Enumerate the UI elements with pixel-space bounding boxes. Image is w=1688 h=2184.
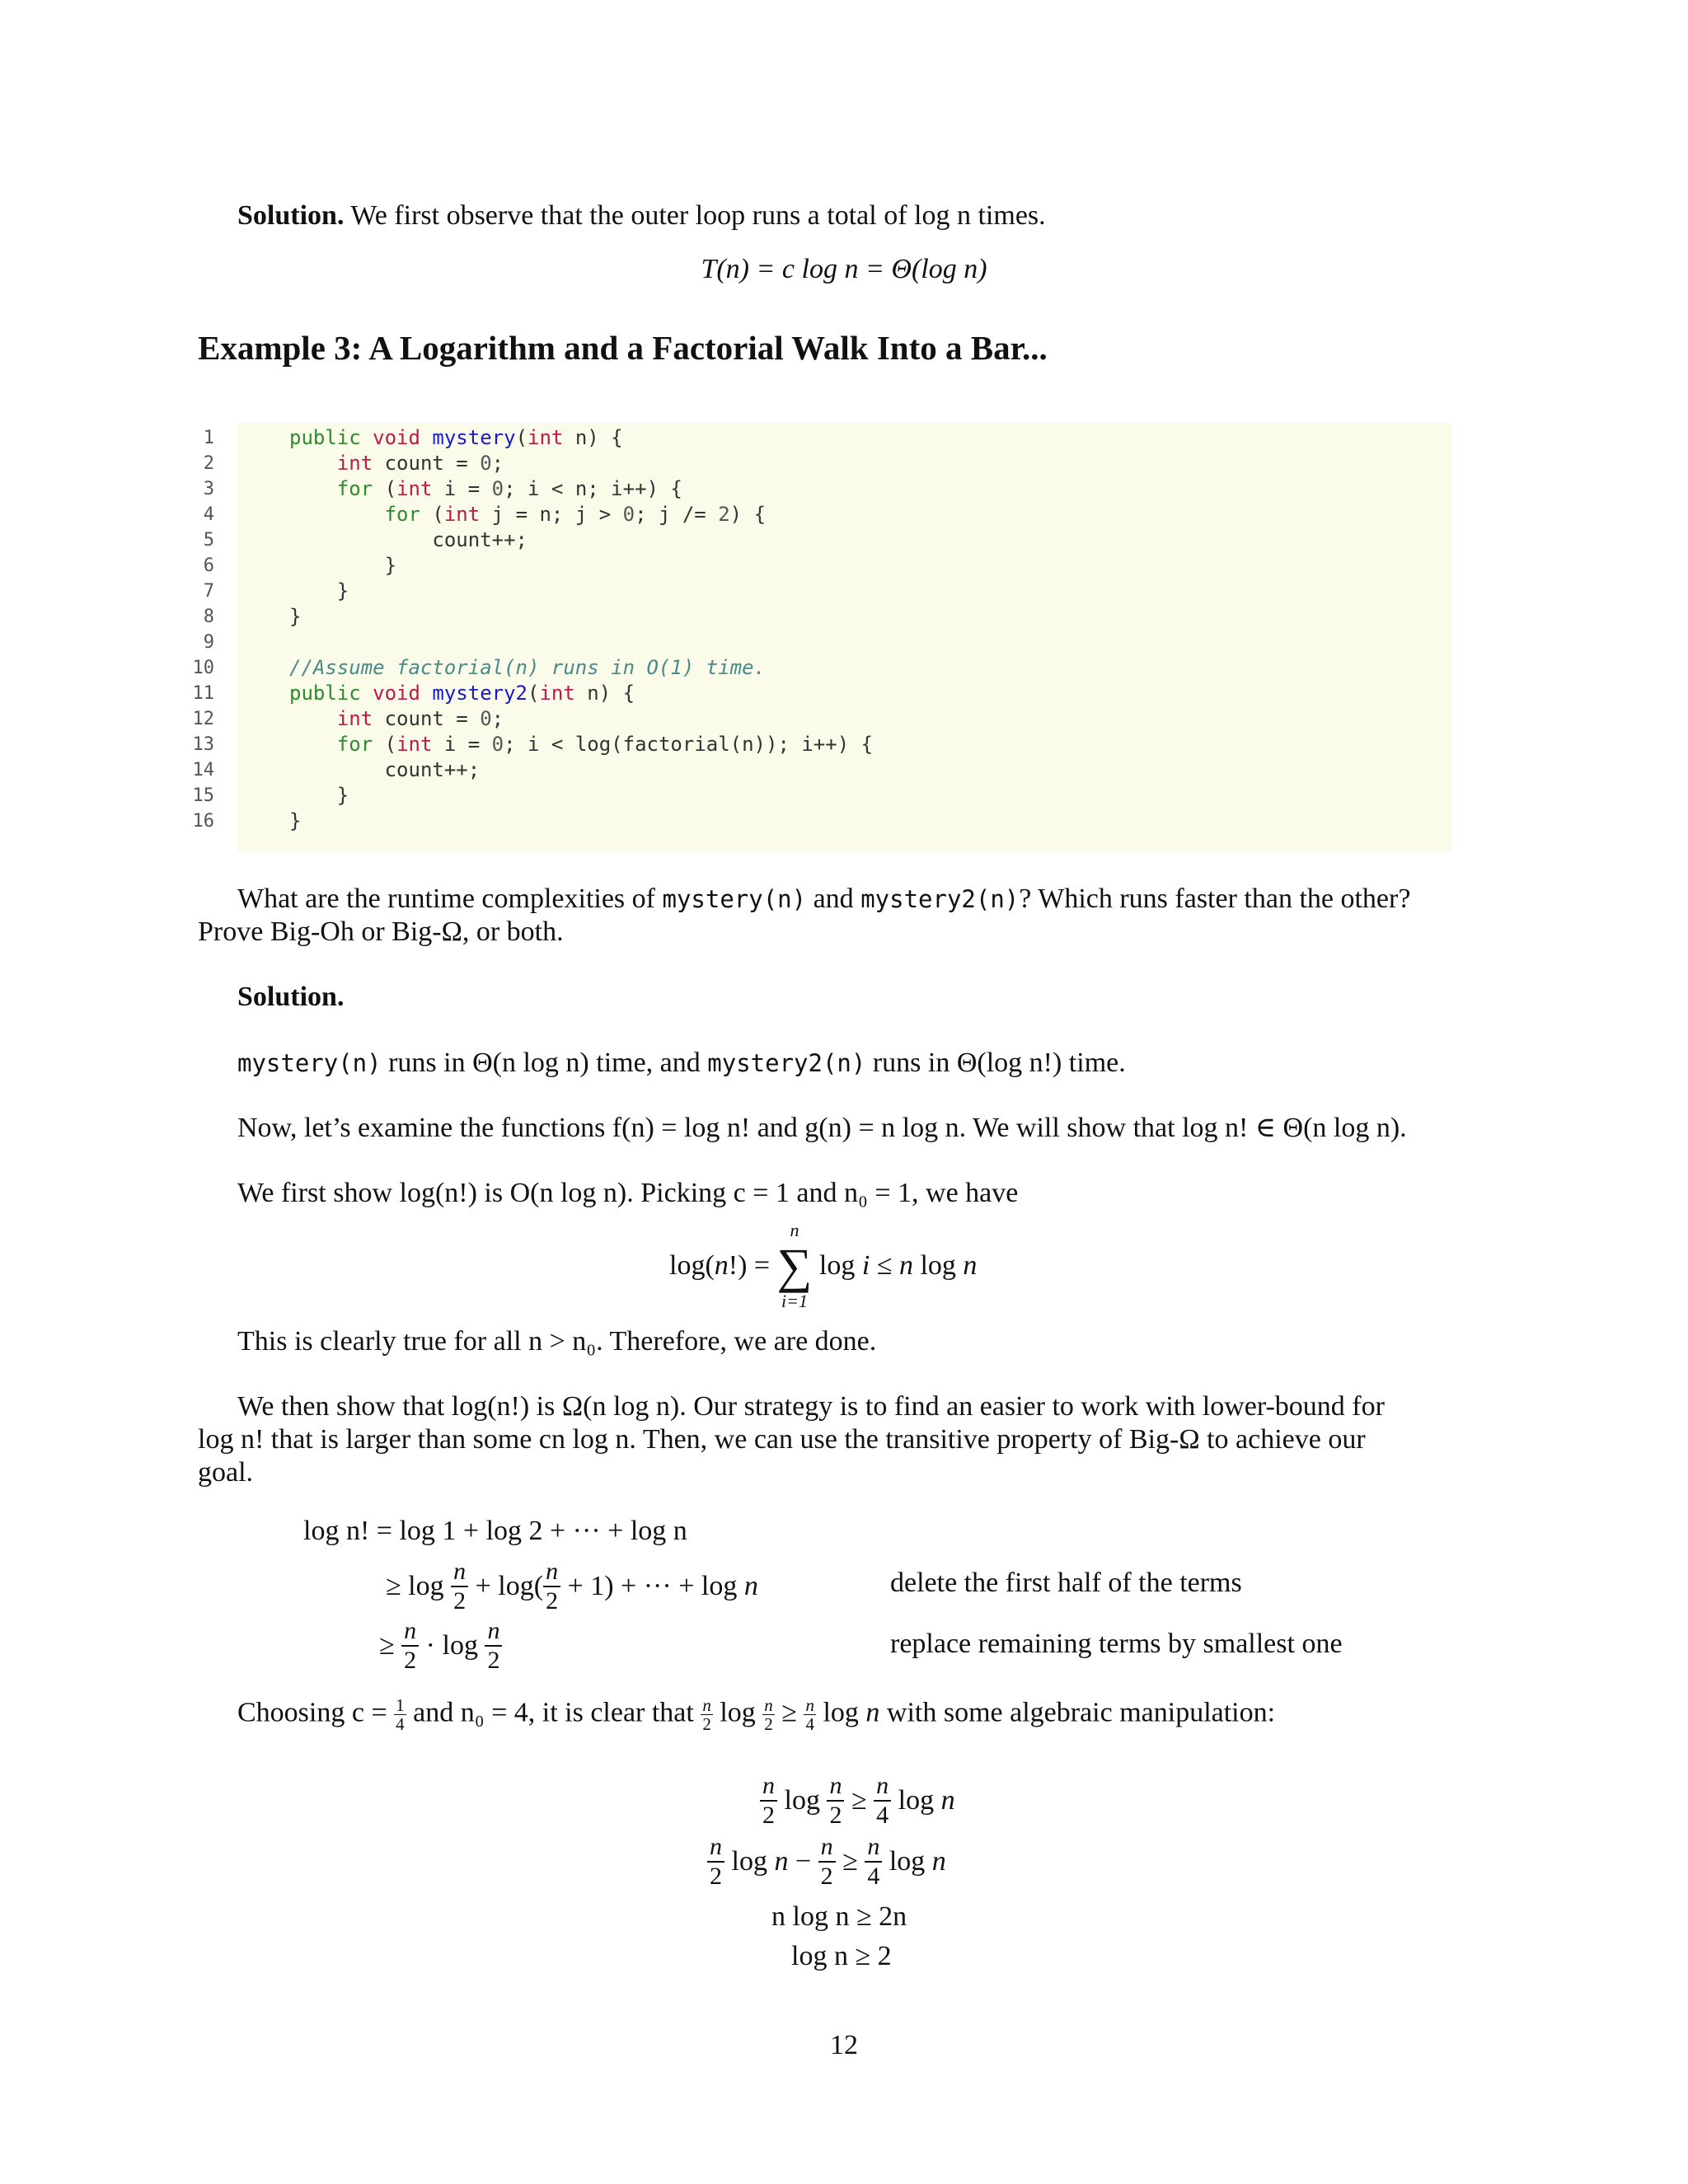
code-line: for (int i = 0; i < log(factorial(n)); i++) { [336, 733, 874, 756]
line-number: 15 [192, 785, 214, 806]
derivation-row-2: ≥ log $\frac{n}{2}$ + log( $\frac{n}{2}$ + 1) + ··· + log n [386, 1558, 758, 1615]
line-number: 1 [203, 428, 214, 448]
solution-text: runs in Θ(n log n) time, and [381, 1047, 708, 1078]
summation-equation: log(n!) = n ∑ i=1 log i ≤ n log n [669, 1220, 978, 1311]
inline-code: mystery2(n) [860, 885, 1020, 913]
line-number: 9 [203, 632, 214, 653]
line-number: 16 [192, 811, 214, 832]
derivation-comment-2: replace remaining terms by smallest one [890, 1629, 1343, 1659]
solution-paragraph-5-line-1: We then show that log(n!) is Ω(n log n). Our strategy is to find an easier to work with lower-bound for [237, 1391, 1385, 1422]
final-row-1: $\frac{n}{2}$ log $\frac{n}{2}$ ≥ $\frac{n}{4}$ log n [760, 1772, 955, 1830]
code-line: } [289, 579, 349, 602]
code-line: int count = 0; [336, 452, 504, 475]
question-text: ? Which runs faster than the other? [1019, 883, 1411, 914]
page-number: 12 [830, 2030, 858, 2060]
solution-paragraph-5-line-3: goal. [198, 1457, 254, 1488]
solution-text: Choosing c = [237, 1697, 395, 1728]
equation-T: T(n) = c log n = Θ(log n) [701, 254, 987, 284]
line-number: 12 [192, 709, 214, 729]
solution-text: runs in Θ(log n!) time. [865, 1047, 1126, 1078]
code-line: count++; [289, 528, 528, 551]
derivation-row-3: ≥ $\frac{n}{2}$ · log $\frac{n}{2}$ [379, 1617, 502, 1675]
code-line: } [289, 554, 397, 577]
line-number: 4 [203, 504, 214, 525]
section-heading: Example 3: A Logarithm and a Factorial Walk Into a Bar... [198, 329, 1048, 367]
line-number: 11 [192, 683, 214, 704]
derivation-row-1: log n! = log 1 + log 2 + ··· + log n [303, 1516, 687, 1546]
solution-label: Solution. [237, 200, 345, 231]
solution-paragraph-2: Now, let’s examine the functions f(n) = log n! and g(n) = n log n. We will show that log n! ∈ Θ(n log n). [237, 1113, 1407, 1143]
question-line-2: Prove Big-Oh or Big-Ω, or both. [198, 916, 564, 947]
code-line: for (int i = 0; i < n; i++) { [336, 477, 682, 500]
line-number: 13 [192, 734, 214, 755]
inline-code: mystery(n) [237, 1049, 382, 1077]
code-line: count++; [289, 758, 481, 781]
inline-code: mystery(n) [662, 885, 807, 913]
line-number: 14 [192, 760, 214, 780]
solution-text: with some algebraic manipulation: [879, 1697, 1276, 1728]
code-line: int count = 0; [336, 707, 504, 730]
solution-paragraph [237, 199, 1046, 232]
final-row-3: n log n ≥ 2n [771, 1901, 907, 1932]
code-block [237, 423, 1451, 851]
line-number: 6 [203, 555, 214, 576]
code-line: } [289, 605, 302, 628]
line-number: 10 [192, 658, 214, 678]
code-line: } [289, 784, 349, 807]
line-number: 2 [203, 453, 214, 474]
solution-text: We first observe that the outer loop runs a total of log n times. [350, 200, 1046, 231]
solution-paragraph-1 [237, 1047, 1126, 1080]
code-line: } [289, 809, 302, 832]
code-comment: //Assume factorial(n) runs in O(1) time. [289, 656, 766, 679]
question-text: and [806, 883, 861, 914]
final-row-4: log n ≥ 2 [791, 1941, 892, 1971]
derivation-comment-1: delete the first half of the terms [890, 1568, 1242, 1598]
line-number: 5 [203, 530, 214, 551]
line-number: 3 [203, 479, 214, 499]
line-number: 7 [203, 581, 214, 602]
code-line: public void mystery2(int n) { [289, 682, 635, 705]
inline-code: mystery2(n) [707, 1049, 866, 1077]
solution-paragraph-5-line-2: log n! that is larger than some cn log n. Then, we can use the transitive property of Big-Ω to achieve our [198, 1424, 1366, 1455]
solution-paragraph-6: Choosing c = $\frac{1}{4}$ and n₀ = 4, it is clear that $\frac{n}{2}$ log $\frac{n}{2}$ ≥ $\frac{n}{4}$ log n with some algebraic manipulation: [237, 1695, 1276, 1734]
solution-paragraph-4: This is clearly true for all n > n₀. Therefore, we are done. [237, 1326, 877, 1357]
question-line-1 [237, 883, 1410, 916]
line-number: 8 [203, 607, 214, 627]
sigma-symbol: n ∑ i=1 [776, 1220, 813, 1311]
final-row-2: $\frac{n}{2}$ log n − $\frac{n}{2}$ ≥ $\frac{n}{4}$ log n [707, 1833, 946, 1891]
solution-label: Solution. [237, 982, 345, 1012]
code-line: for (int j = n; j > 0; j /= 2) { [384, 503, 767, 526]
solution-paragraph-3: We first show log(n!) is O(n log n). Picking c = 1 and n₀ = 1, we have [237, 1178, 1019, 1208]
question-text: What are the runtime complexities of [237, 883, 663, 914]
solution-text: and n₀ = 4, it is clear that [406, 1697, 701, 1728]
code-line: public void mystery(int n) { [289, 426, 623, 449]
